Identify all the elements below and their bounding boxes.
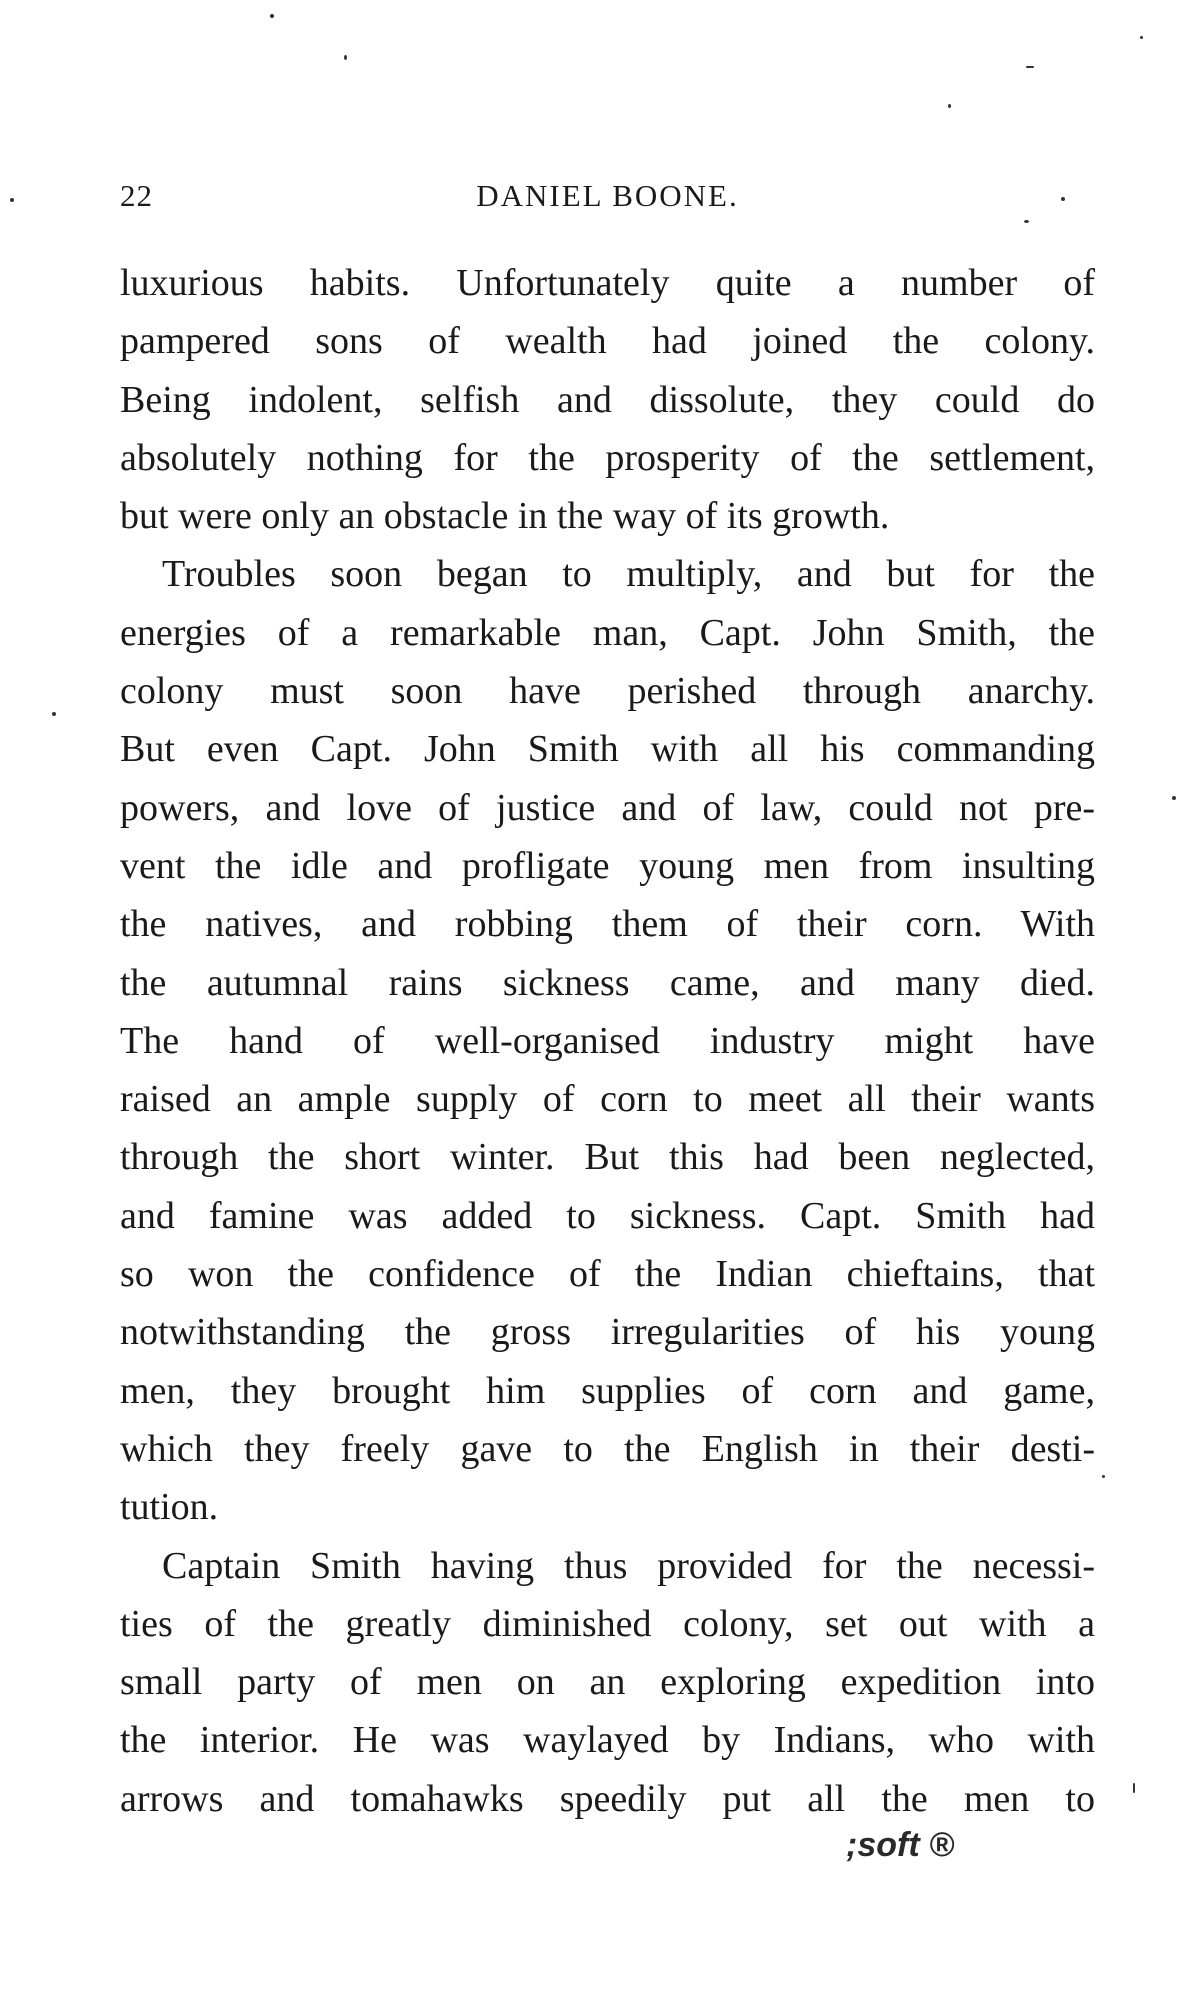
scan-speck [1102, 1475, 1105, 1478]
text-line: the natives, and robbing them of their corn. With [120, 903, 1095, 946]
text-line: the autumnal rains sickness came, and many died. [120, 961, 1095, 1004]
text-line: The hand of well-organised industry might have [120, 1019, 1095, 1062]
text-line: Being indolent, selfish and dissolute, they could do [120, 378, 1095, 421]
scan-speck [344, 55, 347, 60]
text-line: powers, and love of justice and of law, could not pre- [120, 786, 1095, 829]
text-line: vent the idle and profligate young men from insulting [120, 844, 1095, 887]
scan-speck [948, 104, 951, 108]
paragraph [120, 545, 1095, 1536]
text-line: energies of a remarkable man, Capt. John Smith, the [120, 611, 1095, 654]
text-line: But even Capt. John Smith with all his commanding [120, 728, 1095, 771]
text-line: Troubles soon began to multiply, and but for the [162, 553, 1095, 596]
paragraph [120, 254, 1095, 545]
body-text [120, 254, 1095, 1828]
running-title: DANIEL BOONE. [476, 178, 739, 213]
scan-speck [1133, 1783, 1135, 1793]
text-line: notwithstanding the gross irregularities of his young [120, 1311, 1095, 1354]
text-line: absolutely nothing for the prosperity of the settlement, [120, 436, 1095, 479]
scan-speck [1024, 220, 1029, 223]
paragraph [120, 1537, 1095, 1828]
text-line: men, they brought him supplies of corn and game, [120, 1369, 1095, 1412]
scan-speck [1140, 36, 1143, 39]
page-header [120, 178, 1095, 218]
text-line: but were only an obstacle in the way of its growth. [120, 495, 890, 538]
text-line: through the short winter. But this had been neglected, [120, 1136, 1095, 1179]
text-line: tution. [120, 1486, 219, 1529]
text-line: colony must soon have perished through anarchy. [120, 670, 1095, 713]
watermark-logo: ;soft ® [846, 1826, 955, 1864]
scan-speck [52, 712, 56, 716]
scan-speck [1172, 796, 1176, 800]
text-line: luxurious habits. Unfortunately quite a number of [120, 262, 1095, 304]
text-line: pampered sons of wealth had joined the colony. [120, 320, 1095, 363]
text-line: so won the confidence of the Indian chieftains, that [120, 1253, 1095, 1296]
scan-speck [10, 198, 14, 202]
scan-speck [270, 14, 274, 18]
scan-speck [1026, 66, 1034, 68]
text-line: small party of men on an exploring expedition into [120, 1661, 1095, 1704]
text-line: the interior. He was waylayed by Indians, who with [120, 1719, 1095, 1762]
text-line: ties of the greatly diminished colony, set out with a [120, 1602, 1095, 1645]
page-number: 22 [120, 178, 153, 213]
text-line: which they freely gave to the English in their desti- [120, 1427, 1095, 1470]
scan-speck [1061, 197, 1065, 201]
text-line: and famine was added to sickness. Capt. Smith had [120, 1194, 1095, 1237]
text-line: arrows and tomahawks speedily put all the men to [120, 1777, 1095, 1820]
text-line: Captain Smith having thus provided for the necessi- [162, 1544, 1095, 1587]
text-line: raised an ample supply of corn to meet all their wants [120, 1078, 1095, 1121]
